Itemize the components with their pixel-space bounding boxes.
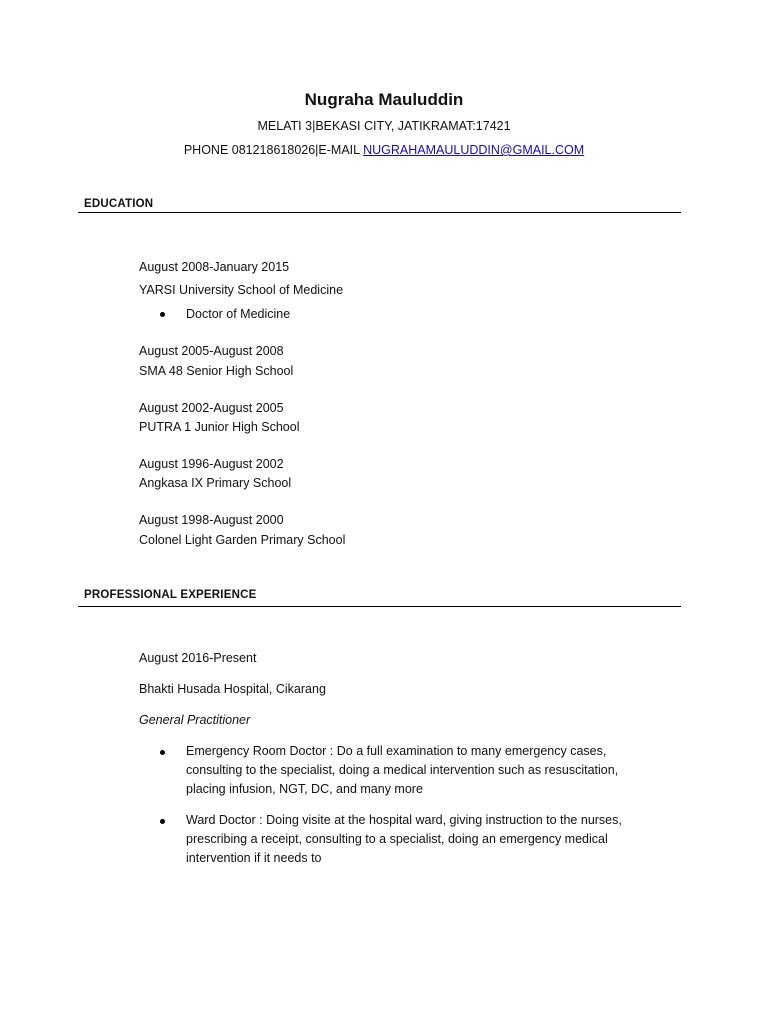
email-link[interactable]: NUGRAHAMAULUDDIN@GMAIL.COM xyxy=(363,143,585,157)
edu-5-dates: August 1998-August 2000 xyxy=(139,513,284,527)
experience-divider xyxy=(78,606,681,607)
exp-role: General Practitioner xyxy=(139,713,251,727)
edu-2-dates: August 2005-August 2008 xyxy=(139,344,284,358)
exp-duty-1: Emergency Room Doctor : Do a full examination to many emergency cases, consulting to the specialist, doing a medical intervention such as resuscitation, placing infusion, NGT, DC, and many more xyxy=(186,744,619,796)
edu-2-school: SMA 48 Senior High School xyxy=(139,364,294,378)
exp-employer: Bhakti Husada Hospital, Cikarang xyxy=(139,682,326,696)
resume-contact xyxy=(0,143,768,157)
edu-3-school: PUTRA 1 Junior High School xyxy=(139,420,300,434)
bullet-icon xyxy=(160,750,165,755)
bullet-icon xyxy=(160,819,165,824)
education-divider xyxy=(78,212,681,213)
bullet-icon xyxy=(160,312,165,317)
resume-address: MELATI 3|BEKASI CITY, JATIKRAMAT:17421 xyxy=(257,119,511,133)
edu-4-dates: August 1996-August 2002 xyxy=(139,457,284,471)
resume-name: Nugraha Mauluddin xyxy=(304,90,464,109)
edu-1-degree: Doctor of Medicine xyxy=(186,307,291,321)
edu-1-school: YARSI University School of Medicine xyxy=(139,283,344,297)
edu-5-school: Colonel Light Garden Primary School xyxy=(139,533,346,547)
phone-text: PHONE 081218618026|E-MAIL xyxy=(183,143,364,157)
education-heading: EDUCATION xyxy=(84,198,154,210)
edu-4-school: Angkasa IX Primary School xyxy=(139,476,292,490)
edu-1-dates: August 2008-January 2015 xyxy=(139,260,290,274)
edu-3-dates: August 2002-August 2005 xyxy=(139,401,284,415)
experience-heading: PROFESSIONAL EXPERIENCE xyxy=(84,589,257,601)
exp-dates: August 2016-Present xyxy=(139,651,257,665)
exp-duty-2: Ward Doctor : Doing visite at the hospital ward, giving instruction to the nurses, prescribing a receipt, consulting to a specialist, doing an emergency medical intervention if it needs to xyxy=(186,813,622,865)
